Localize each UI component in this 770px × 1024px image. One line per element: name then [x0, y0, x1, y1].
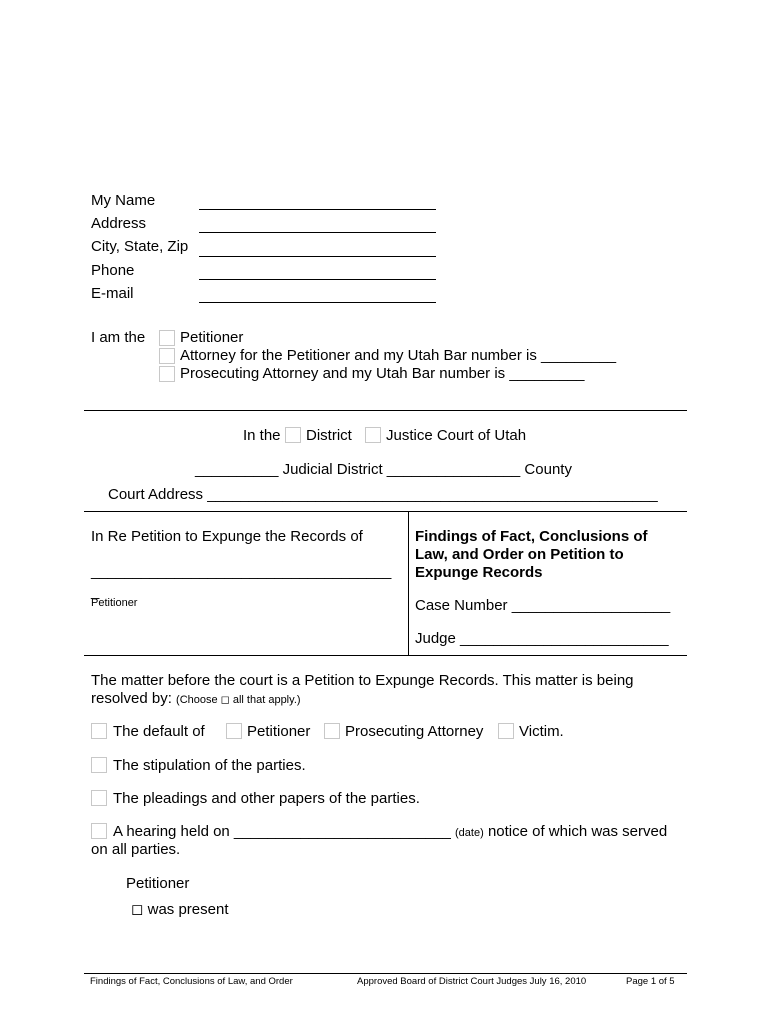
document-title-line3: Expunge Records [415, 564, 543, 581]
caption-bottom-rule [84, 655, 687, 656]
role-intro: I am the [91, 329, 146, 346]
matter-text-line1: The matter before the court is a Petition to Expunge Records. This matter is being [91, 672, 634, 689]
judge-field[interactable]: Judge _________________________ [415, 630, 669, 647]
footer-rule [84, 973, 687, 974]
default-petitioner-checkbox[interactable] [226, 723, 242, 739]
justice-court-label: Justice Court of Utah [386, 427, 527, 444]
date-label: (date) [455, 827, 484, 839]
hearing-date-field[interactable]: A hearing held on __________________________ [113, 823, 451, 840]
city-state-zip-field[interactable] [199, 256, 436, 257]
attorney-checkbox[interactable] [159, 348, 175, 364]
in-the-label: In the [243, 427, 281, 444]
justice-court-checkbox[interactable] [365, 427, 381, 443]
document-title-line2: Law, and Order on Petition to [415, 546, 624, 563]
role-petitioner-label: Petitioner [180, 329, 244, 346]
email-field[interactable] [199, 302, 436, 303]
petitioner-caption-label: Petitioner [91, 597, 138, 609]
resolved-by-text: resolved by: [91, 690, 172, 707]
my-name-label: My Name [91, 192, 156, 209]
stipulation-label: The stipulation of the parties. [113, 757, 306, 774]
city-state-zip-label: City, State, Zip [91, 238, 189, 255]
choose-note: (Choose ◻ all that apply.) [176, 694, 301, 706]
petitioner-heading: Petitioner [126, 875, 190, 892]
address-label: Address [91, 215, 147, 232]
hearing-line1 [113, 823, 667, 840]
default-prosecuting-checkbox[interactable] [324, 723, 340, 739]
matter-text-line2 [91, 690, 301, 707]
default-checkbox[interactable] [91, 723, 107, 739]
hearing-checkbox[interactable] [91, 823, 107, 839]
my-name-field[interactable] [199, 209, 436, 210]
in-re-label: In Re Petition to Expunge the Records of [91, 528, 363, 545]
district-label: District [306, 427, 352, 444]
default-prosecuting-label: Prosecuting Attorney [345, 723, 484, 740]
email-label: E-mail [91, 285, 134, 302]
default-victim-checkbox[interactable] [498, 723, 514, 739]
address-field[interactable] [199, 232, 436, 233]
petitioner-checkbox[interactable] [159, 330, 175, 346]
judicial-district-line[interactable]: __________ Judicial District ________________ County [195, 461, 572, 478]
case-number-field[interactable]: Case Number ___________________ [415, 597, 671, 614]
stipulation-checkbox[interactable] [91, 757, 107, 773]
role-attorney-label: Attorney for the Petitioner and my Utah Bar number is _________ [180, 347, 617, 364]
caption-divider [408, 511, 409, 656]
hearing-line2: on all parties. [91, 841, 181, 858]
pleadings-label: The pleadings and other papers of the parties. [113, 790, 420, 807]
petitioner-was-present-option[interactable]: ◻ was present [131, 901, 229, 918]
phone-field[interactable] [199, 279, 436, 280]
petitioner-name-blank[interactable]: ____________________________________ [91, 563, 392, 580]
role-prosecuting-label: Prosecuting Attorney and my Utah Bar number is _________ [180, 365, 585, 382]
phone-label: Phone [91, 262, 135, 279]
section-divider [84, 410, 687, 411]
default-of-label: The default of [113, 723, 205, 740]
district-checkbox[interactable] [285, 427, 301, 443]
caption-top-rule [84, 511, 687, 512]
footer-left: Findings of Fact, Conclusions of Law, and Order [90, 976, 293, 987]
petitioner-underscore: _ [91, 583, 100, 600]
pleadings-checkbox[interactable] [91, 790, 107, 806]
document-title-line1: Findings of Fact, Conclusions of [415, 528, 648, 545]
hearing-notice-text: notice of which was served [487, 823, 668, 840]
default-petitioner-label: Petitioner [247, 723, 311, 740]
court-address-line[interactable]: Court Address ______________________________________________________ [108, 486, 658, 503]
footer-center: Approved Board of District Court Judges July 16, 2010 [357, 976, 587, 987]
footer-page-number: Page 1 of 5 [626, 976, 675, 987]
prosecuting-attorney-checkbox[interactable] [159, 366, 175, 382]
default-victim-label: Victim. [519, 723, 564, 740]
